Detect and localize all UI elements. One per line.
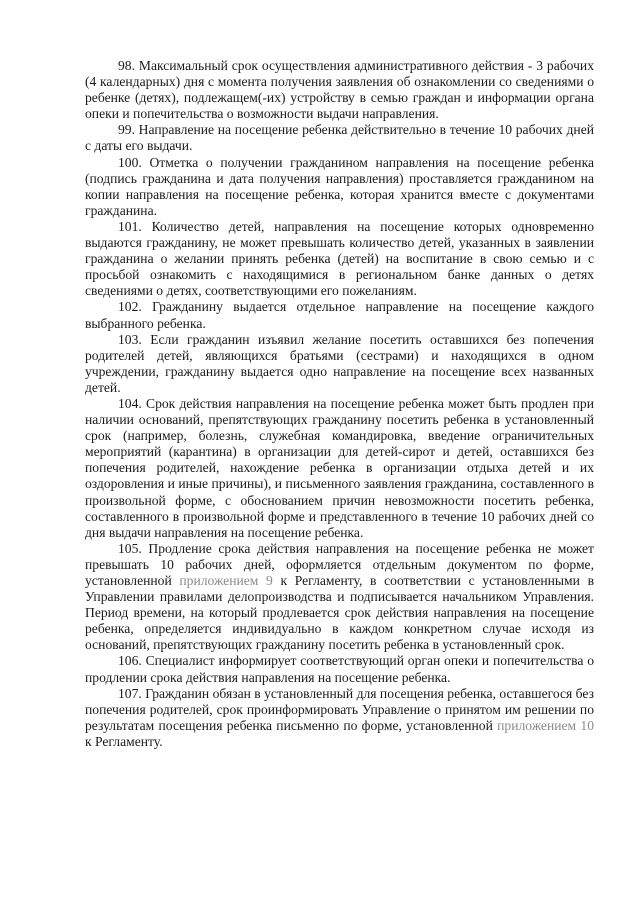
paragraph-103-text: 103. Если гражданин изъявил желание посетить оставшихся без попечения родителей детей, являющихся братьями (сестрами) и находящихся в одном учреждении, гражданину выдается одно направление на посещение всех названных детей. [85, 331, 594, 395]
paragraph-105-text-start: 105. Продление срока действия направления на посещение ребенка не может превышать 10 рабочих дней, оформляется отдельным документом по форме, установленной [85, 540, 594, 588]
paragraph-104 [85, 396, 594, 541]
paragraph-102-text: 102. Гражданину выдается отдельное направление на посещение каждого выбранного ребенка. [85, 299, 594, 331]
appendix-9-link[interactable]: приложением 9 [179, 573, 273, 588]
paragraph-98 [85, 58, 594, 122]
paragraph-106 [85, 653, 594, 685]
paragraph-105-text-end: к Регламенту, в соответствии с установленными в Управлении правилами делопроизводства и подписывается начальником Управления. Период времени, на который продлевается срок действия направления на посещение ребенка, определяется индивидуально в каждом конкретном случае исходя из оснований, препятствующих гражданину посетить ребенка в установленный срок. [85, 573, 595, 653]
paragraph-103 [85, 332, 594, 396]
paragraph-99-text: 99. Направление на посещение ребенка действительно в течение 10 рабочих дней с даты его выдачи. [85, 122, 594, 154]
paragraph-101 [85, 219, 594, 299]
paragraph-100-text: 100. Отметка о получении гражданином направления на посещение ребенка (подпись гражданина и дата получения направления) проставляется гражданином на копии направления на посещение ребенка, которая хранится вместе с документами гражданина. [85, 154, 594, 218]
paragraph-106-text: 106. Специалист информирует соответствующий орган опеки и попечительства о продлении срока действия направления на посещение ребенка. [85, 653, 594, 685]
paragraph-100 [85, 155, 594, 219]
appendix-10-link[interactable]: приложением 10 [497, 717, 594, 733]
paragraph-102 [85, 299, 594, 331]
paragraph-101-text: 101. Количество детей, направления на посещение которых одновременно выдаются гражданину, не может превышать количество детей, указанных в заявлении гражданина о желании принять ребенка (детей) на воспитание в свою семью и с просьбой ознакомить с находящимися в региональном банке данных о детях сведениями о детях, соответствующими его пожеланиям. [85, 218, 594, 299]
paragraph-105 [85, 541, 594, 654]
paragraph-98-text: 98. Максимальный срок осуществления административного действия - 3 рабочих (4 календарных) дня с момента получения заявления об ознакомлении со сведениями о ребенке (детях), подлежащем(-их) устройству в семью граждан и информации органа опеки и попечительства о возможности выдачи направления. [85, 58, 594, 122]
paragraph-99 [85, 122, 594, 154]
paragraph-107-text-end: к Регламенту. [85, 733, 163, 749]
paragraph-104-text: 104. Срок действия направления на посещение ребенка может быть продлен при наличии оснований, препятствующих гражданину посетить ребенка в установленный срок (например, болезнь, служебная командировка, введение ограничительных мероприятий (карантина) в организации для детей-сирот и детей, оставшихся без попечения родителей, нахождение ребенка в организации отдыха детей и их оздоровления и иные причины), и письменного заявления гражданина, составленного в произвольной форме, с обоснованием причин невозможности посетить ребенка, составленного в произвольной форме и представленного в течение 10 рабочих дней со дня выдачи направления на посещение ребенка. [85, 395, 594, 540]
paragraph-107 [85, 686, 594, 750]
paragraph-107-text-start: 107. Гражданин обязан в установленный для посещения ребенка, оставшегося без попечения родителей, срок проинформировать Управление о принятом им решении по результатам посещения ребенка письменно по форме, установленной [85, 685, 594, 733]
